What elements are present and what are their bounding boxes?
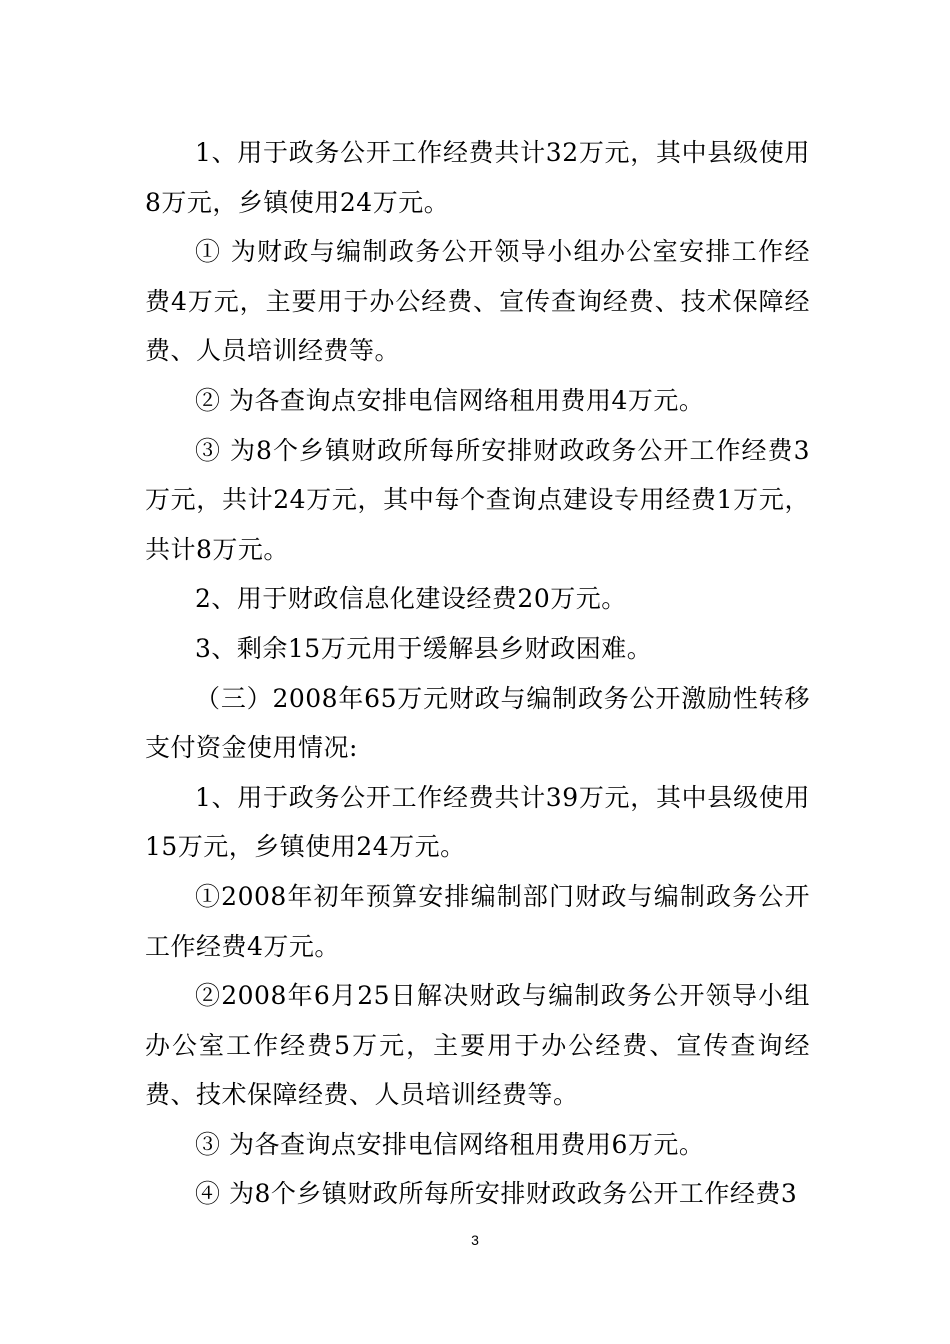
- paragraph-12: ④ 为8个乡镇财政所每所安排财政政务公开工作经费3: [195, 1179, 798, 1209]
- paragraph-3: ② 为各查询点安排电信网络租用费用4万元。: [195, 385, 705, 415]
- page-number: 3: [471, 1232, 479, 1248]
- paragraph-11: ③ 为各查询点安排电信网络租用费用6万元。: [195, 1129, 705, 1159]
- paragraph-9: ①2008年初年预算安排编制部门财政与编制政务公开工作经费4万元。: [145, 881, 810, 961]
- paragraph-4: ③ 为8个乡镇财政所每所安排财政政务公开工作经费3万元，共计24万元，其中每个查询点建设专用经费1万元，共计8万元。: [145, 435, 810, 564]
- document-body: [145, 128, 810, 1219]
- paragraph-5: 2、用于财政信息化建设经费20万元。: [195, 584, 627, 614]
- paragraph-1: 1、用于政务公开工作经费共计32万元，其中县级使用8万元，乡镇使用24万元。: [145, 138, 810, 217]
- paragraph-6: 3、剩余15万元用于缓解县乡财政困难。: [195, 633, 653, 663]
- paragraph-10: ②2008年6月25日解决财政与编制政务公开领导小组办公室工作经费5万元，主要用于办公经费、宣传查询经费、技术保障经费、人员培训经费等。: [145, 981, 810, 1110]
- paragraph-2: ① 为财政与编制政务公开领导小组办公室安排工作经费4万元，主要用于办公经费、宣传查询经费、技术保障经费、人员培训经费等。: [145, 237, 810, 366]
- paragraph-7: （三）2008年65万元财政与编制政务公开激励性转移支付资金使用情况:: [145, 683, 810, 763]
- paragraph-8: 1、用于政务公开工作经费共计39万元，其中县级使用15万元，乡镇使用24万元。: [145, 782, 810, 862]
